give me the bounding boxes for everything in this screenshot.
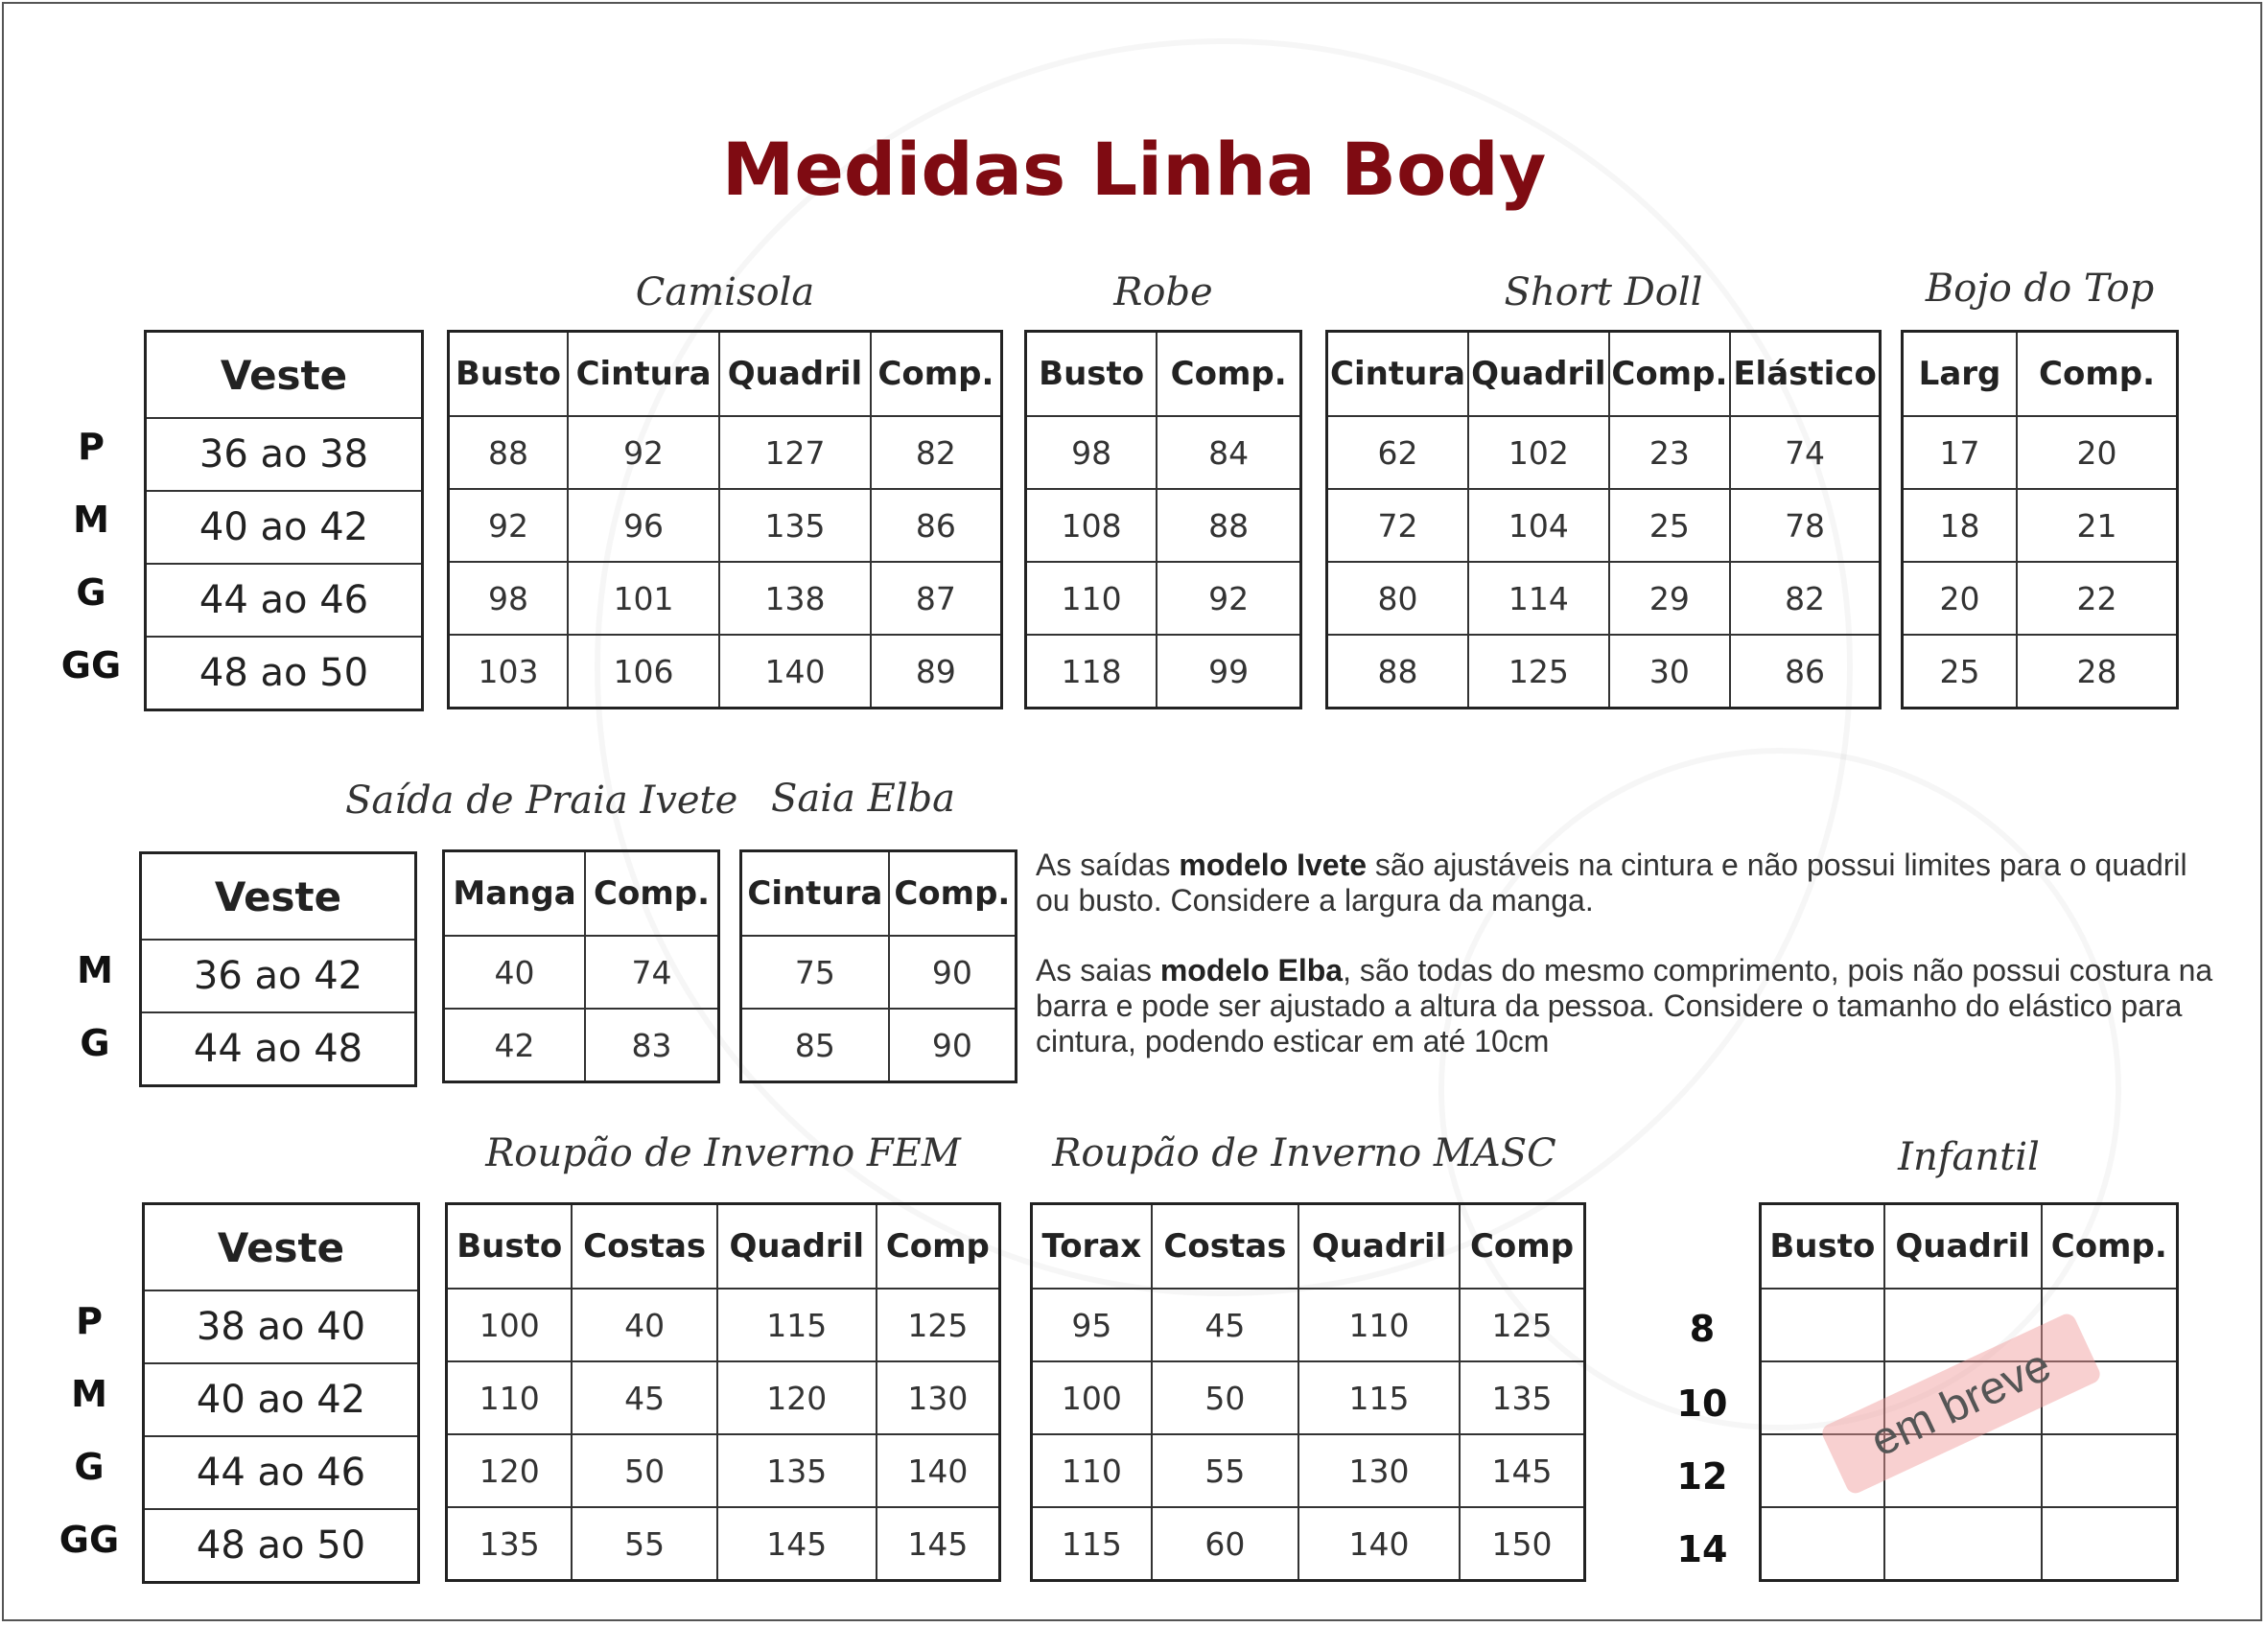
- ivete-caption: Saída de Praia Ivete: [345, 779, 738, 823]
- table-cell: [2042, 1507, 2178, 1581]
- table-cell: 104: [1468, 489, 1609, 562]
- table-cell: 85: [741, 1009, 889, 1082]
- table-cell: 88: [1327, 635, 1469, 709]
- table-cell: 17: [1903, 416, 2018, 489]
- veste-table: [139, 851, 417, 1087]
- camisola-table: [447, 330, 1003, 709]
- veste-cell: 44 ao 46: [146, 564, 423, 637]
- veste-table: [142, 1202, 420, 1584]
- table-cell: 90: [889, 1009, 1017, 1082]
- table-cell: 125: [1460, 1289, 1584, 1361]
- column-header: Busto: [1026, 332, 1157, 417]
- column-header: Comp.: [889, 851, 1017, 937]
- column-header: Comp.: [2042, 1204, 2178, 1290]
- column-header: Busto: [449, 332, 568, 417]
- note-text: As saias: [1036, 953, 1160, 988]
- table-cell: 110: [1032, 1434, 1152, 1507]
- table-cell: 55: [572, 1507, 716, 1581]
- table-cell: 82: [1730, 562, 1880, 635]
- table-cell: 40: [444, 936, 586, 1009]
- table-cell: 20: [2017, 416, 2177, 489]
- table-row: [1327, 416, 1881, 489]
- column-header: Comp.: [585, 851, 718, 937]
- table-cell: 45: [1152, 1289, 1298, 1361]
- table-row: [1026, 489, 1301, 562]
- veste-cell: 38 ao 40: [144, 1290, 419, 1363]
- note-bold: modelo Elba: [1159, 953, 1344, 988]
- ivete-note: [1036, 848, 2215, 918]
- table-cell: 135: [1460, 1361, 1584, 1434]
- table-cell: 125: [1468, 635, 1609, 709]
- note-text: , são todas do mesmo comprimento, pois não possui costura na barra e pode ser ajustado a altura da pessoa. Considere o tamanho do elástico para cintura, podendo esticar em até 10cm: [1036, 953, 2213, 1058]
- column-header: Quadril: [1884, 1204, 2042, 1290]
- table-row: [447, 1289, 1000, 1361]
- size-label: 12: [1676, 1455, 1728, 1498]
- table-cell: 127: [719, 416, 871, 489]
- table-row: [449, 562, 1002, 635]
- size-label: P: [78, 426, 105, 468]
- column-header: Busto: [1761, 1204, 1884, 1290]
- table-cell: 135: [719, 489, 871, 562]
- table-cell: [2042, 1434, 2178, 1507]
- table-cell: 78: [1730, 489, 1880, 562]
- masc-table: [1030, 1202, 1586, 1582]
- table-cell: 25: [1609, 489, 1731, 562]
- table-cell: 140: [719, 635, 871, 709]
- veste-cell: 44 ao 46: [144, 1436, 419, 1509]
- size-label: M: [77, 949, 113, 991]
- table-row: [1032, 1507, 1585, 1581]
- table-row: [444, 1009, 719, 1082]
- table-cell: 98: [449, 562, 568, 635]
- table-cell: 60: [1152, 1507, 1298, 1581]
- short-doll-table: [1325, 330, 1882, 709]
- table-row: [1761, 1434, 2178, 1507]
- size-label: 14: [1676, 1528, 1728, 1570]
- column-header: Larg: [1903, 332, 2018, 417]
- veste-cell: 40 ao 42: [144, 1363, 419, 1436]
- table-cell: 18: [1903, 489, 2018, 562]
- table-row: [1032, 1289, 1585, 1361]
- table-cell: 135: [717, 1434, 877, 1507]
- table-cell: 99: [1157, 635, 1300, 709]
- size-label: 10: [1676, 1383, 1728, 1425]
- table-cell: 88: [1157, 489, 1300, 562]
- table-cell: 82: [871, 416, 1002, 489]
- table-cell: 100: [447, 1289, 573, 1361]
- veste-cell: 36 ao 42: [141, 940, 416, 1012]
- column-header: Cintura: [568, 332, 719, 417]
- size-label: G: [76, 571, 106, 614]
- table-cell: 115: [717, 1289, 877, 1361]
- note-text: são ajustáveis na cintura e não possui limites para o quadril ou busto. Considere a largura da manga.: [1036, 848, 2187, 918]
- table-cell: 80: [1327, 562, 1469, 635]
- table-row: [741, 1009, 1017, 1082]
- veste-header: Veste: [144, 1204, 419, 1291]
- table-cell: 72: [1327, 489, 1469, 562]
- ivete-table: [442, 849, 720, 1083]
- table-cell: 102: [1468, 416, 1609, 489]
- table-cell: 55: [1152, 1434, 1298, 1507]
- veste-cell: 36 ao 38: [146, 418, 423, 491]
- robe-table: [1024, 330, 1302, 709]
- table-cell: 40: [572, 1289, 716, 1361]
- table-row: [447, 1361, 1000, 1434]
- table-row: [444, 936, 719, 1009]
- elba-caption: Saia Elba: [770, 777, 956, 821]
- note-text: As saídas: [1036, 848, 1180, 882]
- column-header: Torax: [1032, 1204, 1152, 1290]
- size-label: 8: [1689, 1308, 1716, 1350]
- table-cell: 110: [1298, 1289, 1460, 1361]
- table-cell: 45: [572, 1361, 716, 1434]
- table-cell: 118: [1026, 635, 1157, 709]
- table-cell: 21: [2017, 489, 2177, 562]
- column-header: Elástico: [1730, 332, 1880, 417]
- table-cell: 120: [447, 1434, 573, 1507]
- table-cell: 29: [1609, 562, 1731, 635]
- table-row: [1903, 489, 2178, 562]
- column-header: Quadril: [1298, 1204, 1460, 1290]
- table-row: [1327, 562, 1881, 635]
- column-header: Comp.: [2017, 332, 2177, 417]
- table-cell: 23: [1609, 416, 1731, 489]
- fem-caption: Roupão de Inverno FEM: [485, 1131, 961, 1175]
- column-header: Comp: [877, 1204, 1000, 1290]
- table-row: [1026, 635, 1301, 709]
- table-cell: 25: [1903, 635, 2018, 709]
- table-cell: 110: [447, 1361, 573, 1434]
- table-cell: 92: [568, 416, 719, 489]
- table-cell: 22: [2017, 562, 2177, 635]
- table-cell: 30: [1609, 635, 1731, 709]
- bojo-top-table: [1901, 330, 2179, 709]
- em-breve-stamp: em breve: [1819, 1311, 2103, 1496]
- veste-header: Veste: [146, 332, 423, 419]
- table-row: [449, 489, 1002, 562]
- table-cell: 103: [449, 635, 568, 709]
- table-cell: 140: [877, 1434, 1000, 1507]
- size-label: GG: [58, 1519, 120, 1561]
- table-cell: 150: [1460, 1507, 1584, 1581]
- table-cell: 98: [1026, 416, 1157, 489]
- fem-table: [445, 1202, 1001, 1582]
- table-cell: 130: [1298, 1434, 1460, 1507]
- table-cell: 74: [585, 936, 718, 1009]
- table-cell: 62: [1327, 416, 1469, 489]
- table-cell: 145: [717, 1507, 877, 1581]
- table-cell: 110: [1026, 562, 1157, 635]
- table-cell: [1884, 1507, 2042, 1581]
- size-label: M: [73, 499, 109, 541]
- note-bold: modelo Ivete: [1179, 848, 1368, 882]
- table-row: [449, 416, 1002, 489]
- table-row: [449, 635, 1002, 709]
- table-cell: 115: [1032, 1507, 1152, 1581]
- table-row: [1026, 562, 1301, 635]
- column-header: Busto: [447, 1204, 573, 1290]
- column-header: Comp.: [1609, 332, 1731, 417]
- veste-cell: 48 ao 50: [144, 1509, 419, 1583]
- table-cell: 83: [585, 1009, 718, 1082]
- table-cell: [1761, 1507, 1884, 1581]
- table-cell: 108: [1026, 489, 1157, 562]
- table-cell: 125: [877, 1289, 1000, 1361]
- table-row: [1032, 1434, 1585, 1507]
- table-cell: 114: [1468, 562, 1609, 635]
- table-cell: 86: [871, 489, 1002, 562]
- elba-note: [1036, 953, 2215, 1059]
- table-row: [447, 1507, 1000, 1581]
- table-cell: 120: [717, 1361, 877, 1434]
- veste-cell: 40 ao 42: [146, 491, 423, 564]
- table-cell: 92: [449, 489, 568, 562]
- table-row: [1327, 489, 1881, 562]
- veste-table: [144, 330, 424, 711]
- table-cell: 95: [1032, 1289, 1152, 1361]
- table-cell: 140: [1298, 1507, 1460, 1581]
- camisola-caption: Camisola: [635, 270, 815, 314]
- column-header: Comp.: [871, 332, 1002, 417]
- table-row: [1903, 635, 2178, 709]
- table-cell: 138: [719, 562, 871, 635]
- column-header: Cintura: [1327, 332, 1469, 417]
- table-row: [1761, 1289, 2178, 1361]
- table-cell: 87: [871, 562, 1002, 635]
- table-cell: 28: [2017, 635, 2177, 709]
- table-cell: 96: [568, 489, 719, 562]
- veste-cell: 44 ao 48: [141, 1012, 416, 1086]
- column-header: Costas: [1152, 1204, 1298, 1290]
- table-cell: 75: [741, 936, 889, 1009]
- table-cell: 84: [1157, 416, 1300, 489]
- table-cell: 74: [1730, 416, 1880, 489]
- table-row: [1026, 416, 1301, 489]
- infantil-caption: Infantil: [1898, 1135, 2040, 1179]
- table-row: [1032, 1361, 1585, 1434]
- column-header: Comp: [1460, 1204, 1584, 1290]
- page-title: Medidas Linha Body: [721, 127, 1547, 212]
- table-row: [447, 1434, 1000, 1507]
- table-cell: 145: [1460, 1434, 1584, 1507]
- table-cell: 130: [877, 1361, 1000, 1434]
- column-header: Quadril: [717, 1204, 877, 1290]
- table-cell: 115: [1298, 1361, 1460, 1434]
- table-cell: [1761, 1289, 1884, 1361]
- table-cell: 50: [572, 1434, 716, 1507]
- table-cell: 90: [889, 936, 1017, 1009]
- bojo-top-caption: Bojo do Top: [1925, 267, 2155, 311]
- veste-header: Veste: [141, 853, 416, 941]
- table-row: [1903, 416, 2178, 489]
- size-label: P: [76, 1300, 103, 1342]
- table-row: [1903, 562, 2178, 635]
- table-cell: 92: [1157, 562, 1300, 635]
- veste-cell: 48 ao 50: [146, 637, 423, 710]
- elba-table: [739, 849, 1017, 1083]
- short-doll-caption: Short Doll: [1504, 270, 1703, 314]
- table-row: [1761, 1507, 2178, 1581]
- table-cell: 88: [449, 416, 568, 489]
- masc-caption: Roupão de Inverno MASC: [1052, 1131, 1556, 1175]
- column-header: Comp.: [1157, 332, 1300, 417]
- table-row: [1327, 635, 1881, 709]
- size-label: GG: [60, 644, 122, 686]
- robe-caption: Robe: [1113, 270, 1213, 314]
- table-cell: 50: [1152, 1361, 1298, 1434]
- column-header: Quadril: [719, 332, 871, 417]
- table-cell: 135: [447, 1507, 573, 1581]
- table-row: [741, 936, 1017, 1009]
- table-cell: 101: [568, 562, 719, 635]
- table-cell: 89: [871, 635, 1002, 709]
- table-cell: 20: [1903, 562, 2018, 635]
- table-cell: 145: [877, 1507, 1000, 1581]
- table-cell: 42: [444, 1009, 586, 1082]
- column-header: Cintura: [741, 851, 889, 937]
- size-label: M: [71, 1373, 107, 1415]
- column-header: Manga: [444, 851, 586, 937]
- table-cell: 86: [1730, 635, 1880, 709]
- size-label: G: [74, 1446, 105, 1488]
- column-header: Costas: [572, 1204, 716, 1290]
- column-header: Quadril: [1468, 332, 1609, 417]
- size-label: G: [80, 1022, 110, 1064]
- table-cell: 100: [1032, 1361, 1152, 1434]
- table-cell: 106: [568, 635, 719, 709]
